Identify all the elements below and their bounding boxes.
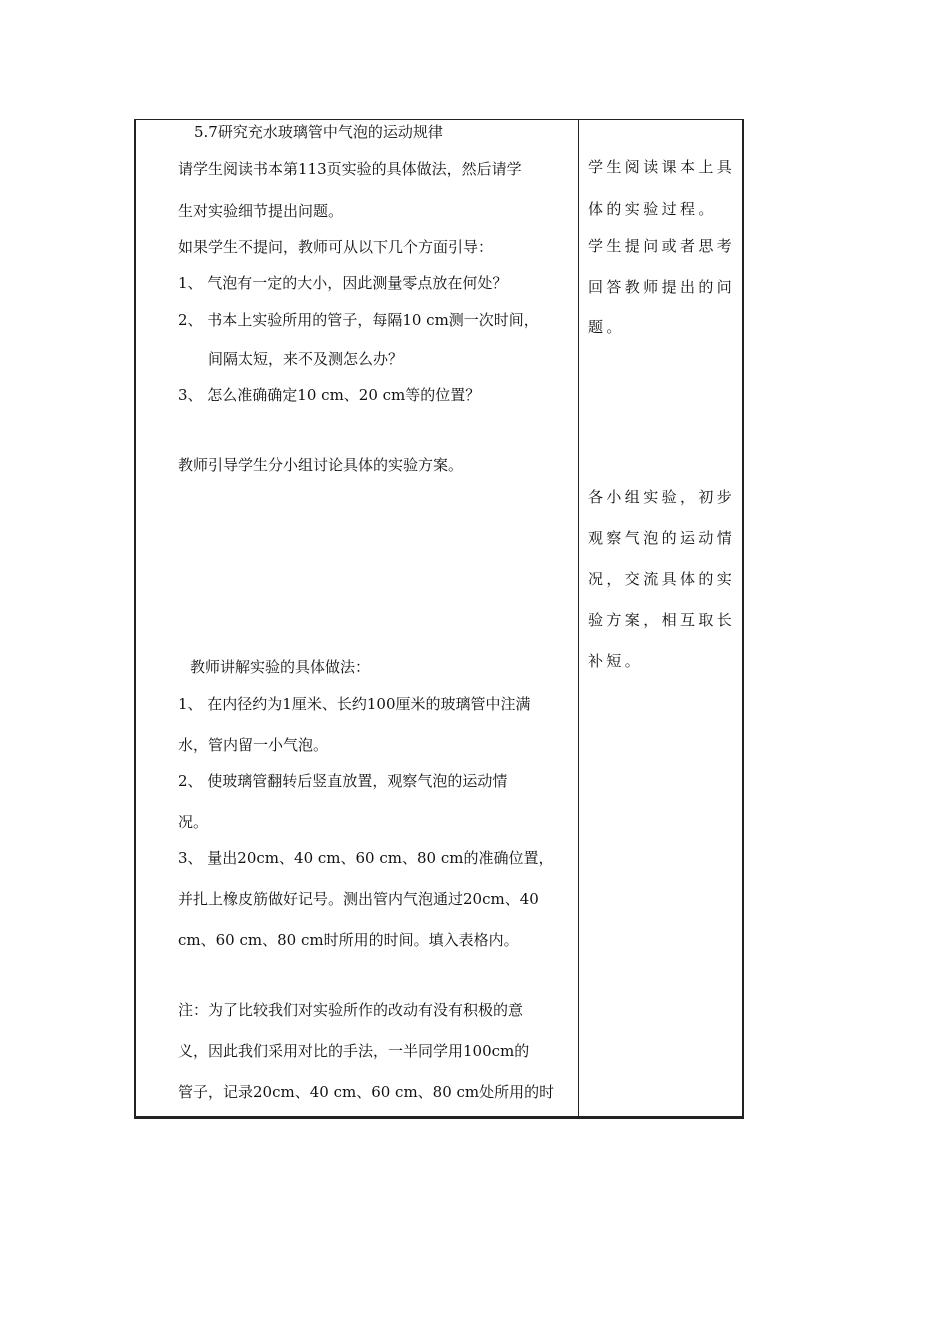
list-item-continuation: 间隔太短，来不及测怎么办？ [208, 350, 404, 368]
list-item-continuation: cm、60 cm、80 cm时所用的时间。填入表格内。 [178, 931, 519, 949]
section-title: 5.7研究充水玻璃管中气泡的运动规律 [194, 123, 443, 141]
note-line: 义，因此我们采用对比的手法，一半同学用100cm的 [178, 1042, 530, 1060]
list-item-continuation: 况。 [178, 813, 209, 831]
text-line: 学生阅读课本上具 [588, 158, 736, 176]
list-item: 3、 怎么准确确定10 cm、20 cm等的位置？ [178, 386, 481, 404]
list-item: 3、 量出20cm、40 cm、60 cm、80 cm的准确位置， [178, 849, 554, 867]
list-item: 2、 使玻璃管翻转后竖直放置，观察气泡的运动情 [178, 772, 508, 790]
text-line: 学生提问或者思考 [588, 237, 736, 255]
text-line: 各小组实验，初步 [588, 488, 736, 506]
text-line: 验方案，相互取长 [588, 611, 736, 629]
text-line: 生对实验细节提出问题。 [178, 202, 344, 220]
text-line: 教师引导学生分小组讨论具体的实验方案。 [178, 456, 464, 474]
text-line: 题。 [588, 318, 625, 336]
list-item: 1、 在内径约为1厘米、长约100厘米的玻璃管中注满 [178, 695, 531, 713]
lesson-table [134, 119, 744, 1119]
note-line: 注：为了比较我们对实验所作的改动有没有积极的意 [178, 1001, 524, 1019]
text-line: 体的实验过程。 [588, 200, 717, 218]
text-line: 回答教师提出的问 [588, 278, 736, 296]
note-line: 管子，记录20cm、40 cm、60 cm、80 cm处所用的时 [178, 1083, 555, 1101]
text-line: 如果学生不提问，教师可从以下几个方面引导： [178, 238, 494, 256]
column-divider [578, 120, 579, 1116]
list-item-continuation: 水，管内留一小气泡。 [178, 736, 329, 754]
list-item: 1、 气泡有一定的大小，因此测量零点放在何处？ [178, 274, 508, 292]
list-item: 2、 书本上实验所用的管子，每隔10 cm测一次时间， [178, 311, 539, 329]
text-line: 请学生阅读书本第113页实验的具体做法，然后请学 [178, 160, 522, 178]
text-line: 况，交流具体的实 [588, 570, 736, 588]
text-line: 观察气泡的运动情 [588, 529, 736, 547]
text-line: 补短。 [588, 652, 644, 670]
subheading: 教师讲解实验的具体做法： [190, 658, 371, 676]
list-item-continuation: 并扎上橡皮筋做好记号。测出管内气泡通过20cm、40 [178, 890, 539, 908]
